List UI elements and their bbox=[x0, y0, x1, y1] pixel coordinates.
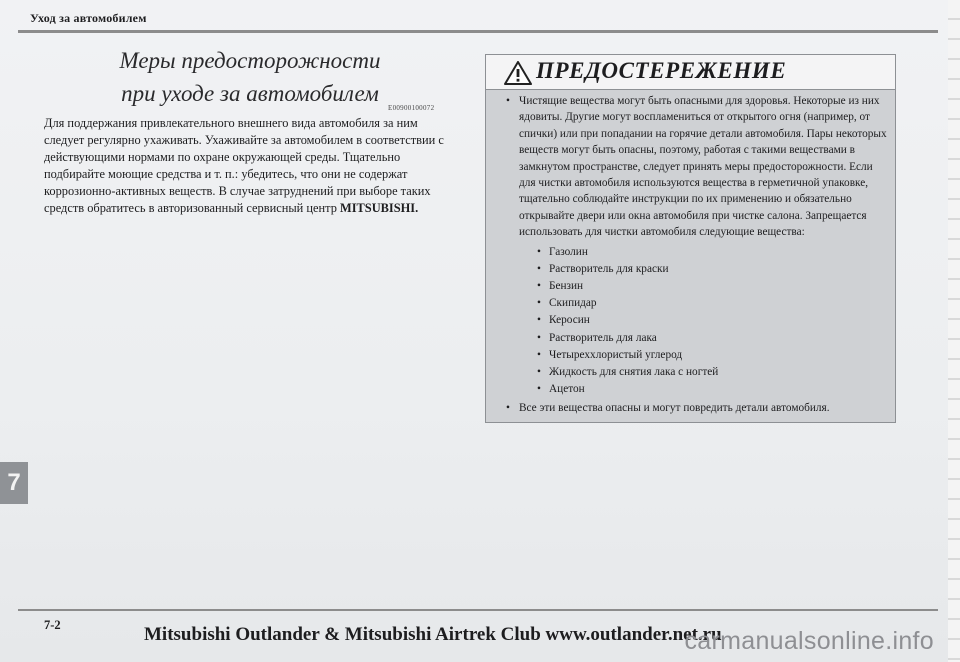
page-number: 7-2 bbox=[44, 618, 61, 632]
substance-item: • Газолин bbox=[535, 244, 890, 261]
substance-item: • Жидкость для снятия лака с ногтей bbox=[535, 364, 890, 381]
substance-item: • Керосин bbox=[535, 312, 890, 329]
warning-list bbox=[504, 93, 890, 417]
brand-name: MITSUBISHI. bbox=[340, 201, 419, 215]
warning-intro bbox=[504, 93, 890, 398]
section-title-line-2: при уходе за автомобилем bbox=[121, 81, 379, 106]
footer-club-text: Mitsubishi Outlander & Mitsubishi Airtrek Club www.outlander.net.ru bbox=[144, 624, 722, 645]
section-body-text bbox=[44, 115, 454, 217]
watermark-text: carmanualsonline.info bbox=[684, 627, 934, 655]
warning-intro-text: Чистящие вещества могут быть опасными для здоровья. Некоторые из них ядовиты. Другие могут воспламениться от открытого огня (например, от спички) или при попадании на горячие детали автомобиля. Пары некоторых веществ могут быть опасны, поэтому, работая с такими веществами в замкнутом пространстве, следует принять меры предосторожности. Если для чистки автомобиля используются вещества в герметичной упаковке, тщательно соблюдайте инструкции по их применению и обязательно открывайте двери или окна автомобиля при чистке салона. Запрещается использовать для чистки автомобиля следующие вещества: bbox=[519, 95, 887, 239]
substance-item: • Бензин bbox=[535, 278, 890, 295]
substance-item: • Растворитель для лака bbox=[535, 330, 890, 347]
substance-item: • Скипидар bbox=[535, 295, 890, 312]
warning-box bbox=[485, 54, 896, 423]
warning-title: ПРЕДОСТЕРЕЖЕНИЕ bbox=[536, 58, 787, 83]
substance-item: • Растворитель для краски bbox=[535, 261, 890, 278]
section-code: E00900100072 bbox=[388, 104, 435, 112]
chapter-tab[interactable]: 7 bbox=[0, 462, 28, 504]
header-rule bbox=[18, 30, 938, 33]
substance-list bbox=[519, 244, 890, 399]
section-title-line-1: Меры предосторожности bbox=[119, 48, 381, 73]
chapter-header-title: Уход за автомобилем bbox=[30, 11, 147, 25]
substance-item: • Ацетон bbox=[535, 381, 890, 398]
warning-closing: • Все эти вещества опасны и могут повредить детали автомобиля. bbox=[504, 400, 890, 416]
section-title bbox=[30, 44, 470, 110]
substance-item: • Четыреххлористый углерод bbox=[535, 347, 890, 364]
body-paragraph: Для поддержания привлекательного внешнего вида автомобиля за ним следует регулярно ухаживать. Ухаживайте за автомобилем в соответствии с действующими нормами по охране окружающей среды. Тщательно подбирайте моющие средства и т. п.: убедитесь, что они не содержат коррозионно-активных веществ. В случае затруднений при выборе таких средств обратитесь в авторизованный сервисный центр bbox=[44, 116, 444, 215]
warning-triangle-icon bbox=[504, 61, 532, 85]
footer-rule bbox=[18, 609, 938, 611]
page-binding-edge bbox=[948, 0, 960, 662]
warning-header bbox=[486, 55, 895, 90]
